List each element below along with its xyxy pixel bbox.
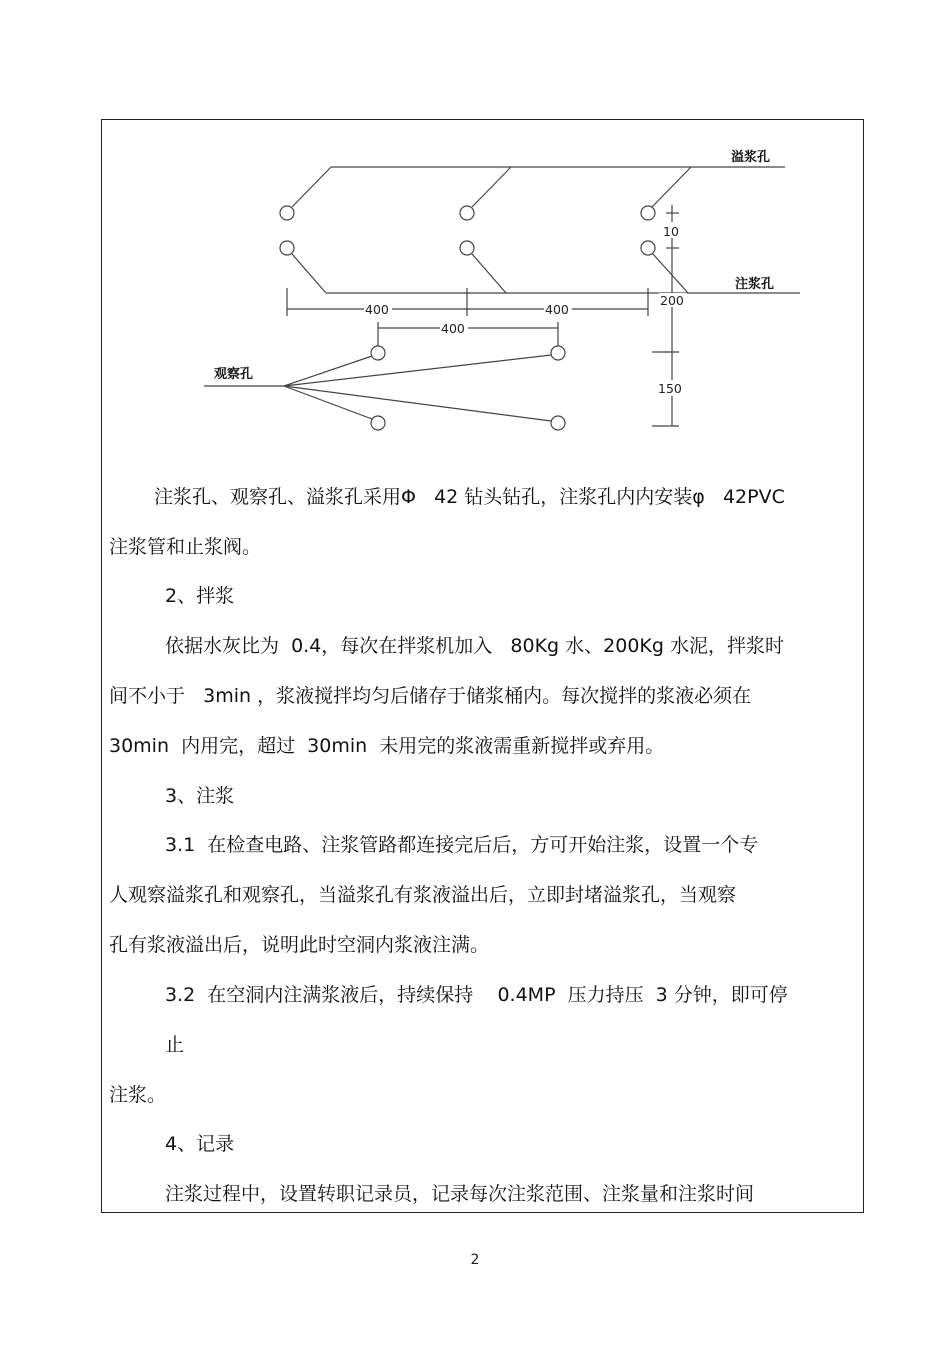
dimension-10: 10 xyxy=(663,224,679,239)
grout-hole-label: 注浆孔 xyxy=(735,277,775,292)
paragraph-line: 依据水灰比为 0.4，每次在拌浆机加入 80Kg 水、200Kg 水泥，拌浆时 xyxy=(165,635,784,657)
paragraph-line: 注浆孔、观察孔、溢浆孔采用Φ 42 钻头钻孔，注浆孔内内安装φ 42PVC xyxy=(154,486,785,508)
paragraph-line: 人观察溢浆孔和观察孔，当溢浆孔有浆液溢出后，立即封堵溢浆孔，当观察 xyxy=(109,884,737,906)
dimension-400-observation: 400 xyxy=(441,321,465,336)
observation-branch-4 xyxy=(284,386,551,421)
overflow-hole-1 xyxy=(280,206,294,220)
page-number: 2 xyxy=(470,1252,480,1268)
overflow-hole-label: 溢浆孔 xyxy=(731,150,771,165)
grout-hole-3 xyxy=(641,241,655,255)
observation-hole-4 xyxy=(551,416,565,430)
overflow-branch-1 xyxy=(292,167,331,207)
observation-hole-1 xyxy=(371,346,385,360)
paragraph-line: 3.1 在检查电路、注浆管路都连接完后后，方可开始注浆，设置一个专 xyxy=(165,834,759,856)
dimension-400-left: 400 xyxy=(365,302,389,317)
grouting-hole-diagram xyxy=(0,0,950,470)
section-heading: 4、记录 xyxy=(165,1133,235,1155)
paragraph-line: 注浆管和止浆阀。 xyxy=(109,536,262,558)
paragraph-line: 30min 内用完，超过 30min 未用完的浆液需重新搅拌或弃用。 xyxy=(109,735,665,757)
observation-hole-2 xyxy=(551,346,565,360)
overflow-branch-2 xyxy=(472,167,511,207)
observation-hole-3 xyxy=(371,416,385,430)
overflow-hole-3 xyxy=(641,206,655,220)
grout-branch-3 xyxy=(653,254,688,293)
section-heading: 3、注浆 xyxy=(165,785,235,807)
paragraph-line: 3.2 在空洞内注满浆液后，持续保持 0.4MP 压力持压 3 分钟，即可停 xyxy=(165,984,788,1006)
paragraph-line: 间不小于 3min ，浆液搅拌均匀后储存于储浆桶内。每次搅拌的浆液必须在 xyxy=(109,685,752,707)
paragraph-line: 注浆。 xyxy=(109,1084,167,1106)
dimension-200: 200 xyxy=(660,293,684,308)
dimension-150: 150 xyxy=(658,381,682,396)
observation-hole-label: 观察孔 xyxy=(214,367,254,382)
observation-branch-2 xyxy=(284,355,551,386)
overflow-branch-3 xyxy=(652,167,691,207)
observation-branch-3 xyxy=(284,386,372,419)
paragraph-line: 孔有浆液溢出后，说明此时空洞内浆液注满。 xyxy=(109,934,490,956)
overflow-hole-2 xyxy=(460,206,474,220)
dimension-400-right: 400 xyxy=(545,302,569,317)
paragraph-line: 止 xyxy=(165,1034,185,1056)
section-heading: 2、拌浆 xyxy=(165,585,235,607)
observation-branch-1 xyxy=(284,356,372,386)
grout-branch-1 xyxy=(292,254,326,293)
grout-hole-1 xyxy=(280,241,294,255)
grout-hole-2 xyxy=(460,241,474,255)
paragraph-line: 注浆过程中，设置转职记录员，记录每次注浆范围、注浆量和注浆时间 xyxy=(165,1183,755,1205)
grout-branch-2 xyxy=(472,254,506,293)
